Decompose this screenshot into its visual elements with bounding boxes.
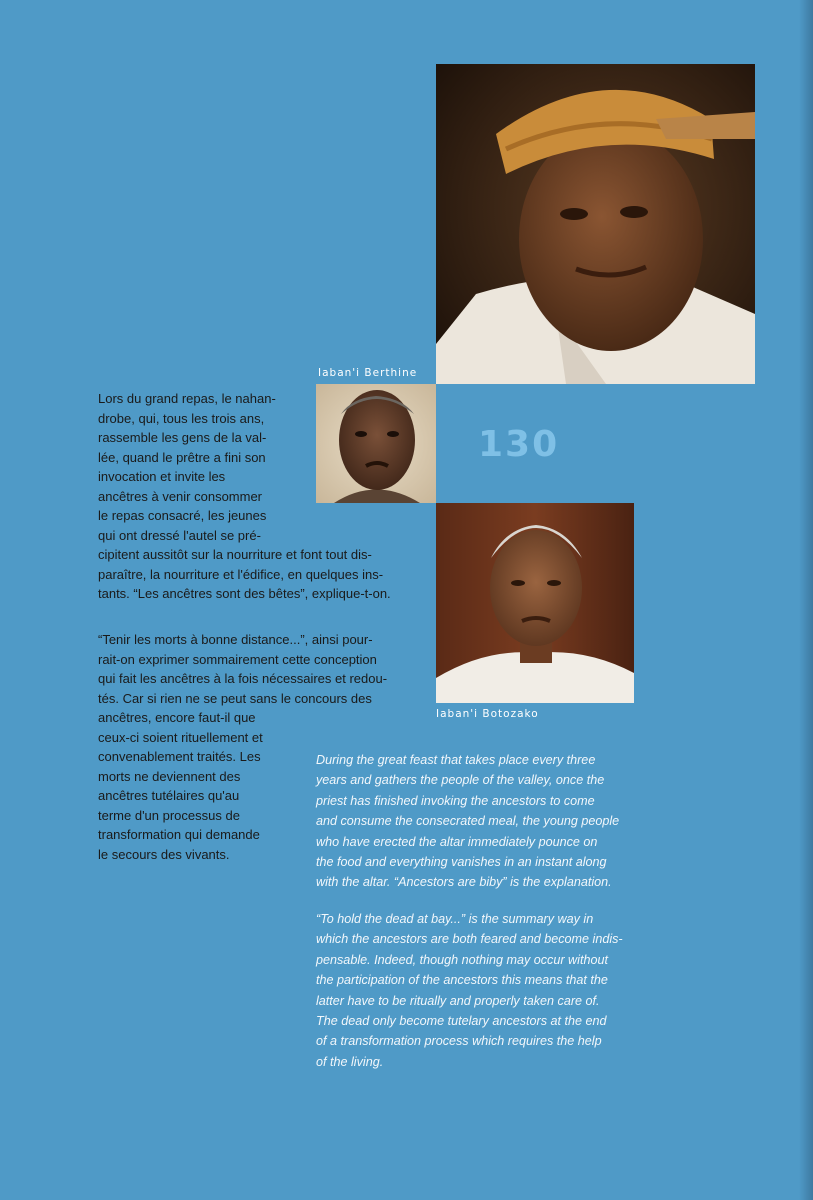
caption-berthine: Iaban'i Berthine	[318, 367, 418, 379]
text-line: The dead only become tutelary ancestors at the end	[316, 1014, 607, 1029]
text-line: rassemble les gens de la val-	[98, 430, 267, 445]
text-line: with the altar. “Ancestors are biby” is the explanation.	[316, 875, 612, 890]
text-line: drobe, qui, tous les trois ans,	[98, 410, 265, 426]
text-line: transformation qui demande	[98, 827, 260, 842]
text-line: invocation et invite les	[98, 469, 226, 484]
text-line: years and gathers the people of the valley, once the	[316, 773, 605, 788]
text-line: latter have to be ritually and properly taken care of.	[316, 993, 600, 1008]
text-line: “To hold the dead at bay...” is the summary way in	[316, 912, 594, 926]
text-line: pensable. Indeed, though nothing may occur without	[316, 952, 608, 967]
text-line: of the living.	[316, 1054, 384, 1069]
text-line: le repas consacré, les jeunes	[98, 508, 267, 523]
text-line: During the great feast that takes place every three	[316, 753, 596, 767]
text-line: “Tenir les morts à bonne distance...”, ainsi pour-	[98, 632, 373, 647]
text-line: paraître, la nourriture et l'édifice, en quelques ins-	[98, 566, 384, 582]
text-line: ancêtres à venir consommer	[98, 488, 263, 504]
text-line: rait-on exprimer sommairement cette conception	[98, 651, 377, 667]
page-number: 130	[478, 424, 560, 465]
page-edge-shadow	[799, 0, 813, 1200]
text-line: Lors du grand repas, le nahan-	[98, 391, 276, 406]
text-line: qui fait les ancêtres à la fois nécessaires et redou-	[98, 671, 388, 686]
text-line: of a transformation process which requires the help	[316, 1034, 602, 1049]
text-line: tants. “Les ancêtres sont des bêtes”, explique-t-on.	[98, 586, 391, 601]
text-line: ancêtres tutélaires qu'au	[98, 788, 240, 803]
text-line: lée, quand le prêtre a fini son	[98, 449, 266, 465]
text-line: the food and everything vanishes in an instant along	[316, 855, 607, 870]
text-line: cipitent aussitôt sur la nourriture et font tout dis-	[98, 547, 372, 562]
text-line: convenablement traités. Les	[98, 749, 261, 764]
photo-botozako-portrait	[436, 503, 634, 703]
text-line: morts ne deviennent des	[98, 768, 241, 784]
english-paragraph-1	[316, 750, 636, 893]
text-line: le secours des vivants.	[98, 846, 230, 862]
caption-botozako: Iaban'i Botozako	[436, 708, 539, 720]
text-line: which the ancestors are both feared and become indis-	[316, 932, 623, 947]
text-line: ceux-ci soient rituellement et	[98, 729, 263, 745]
text-line: terme d'un processus de	[98, 807, 240, 823]
text-line: tés. Car si rien ne se peut sans le concours des	[98, 690, 372, 706]
text-line: ancêtres, encore faut-il que	[98, 710, 256, 725]
text-line: qui ont dressé l'autel se pré-	[98, 527, 261, 543]
text-line: and consume the consecrated meal, the young people	[316, 814, 620, 829]
text-line: priest has finished invoking the ancestors to come	[316, 793, 595, 808]
english-paragraph-2	[316, 909, 636, 1072]
french-paragraph-1	[98, 389, 391, 604]
text-line: the participation of the ancestors this means that the	[316, 973, 608, 988]
text-line: who have erected the altar immediately pounce on	[316, 834, 598, 849]
photo-berthine-portrait	[436, 64, 755, 384]
